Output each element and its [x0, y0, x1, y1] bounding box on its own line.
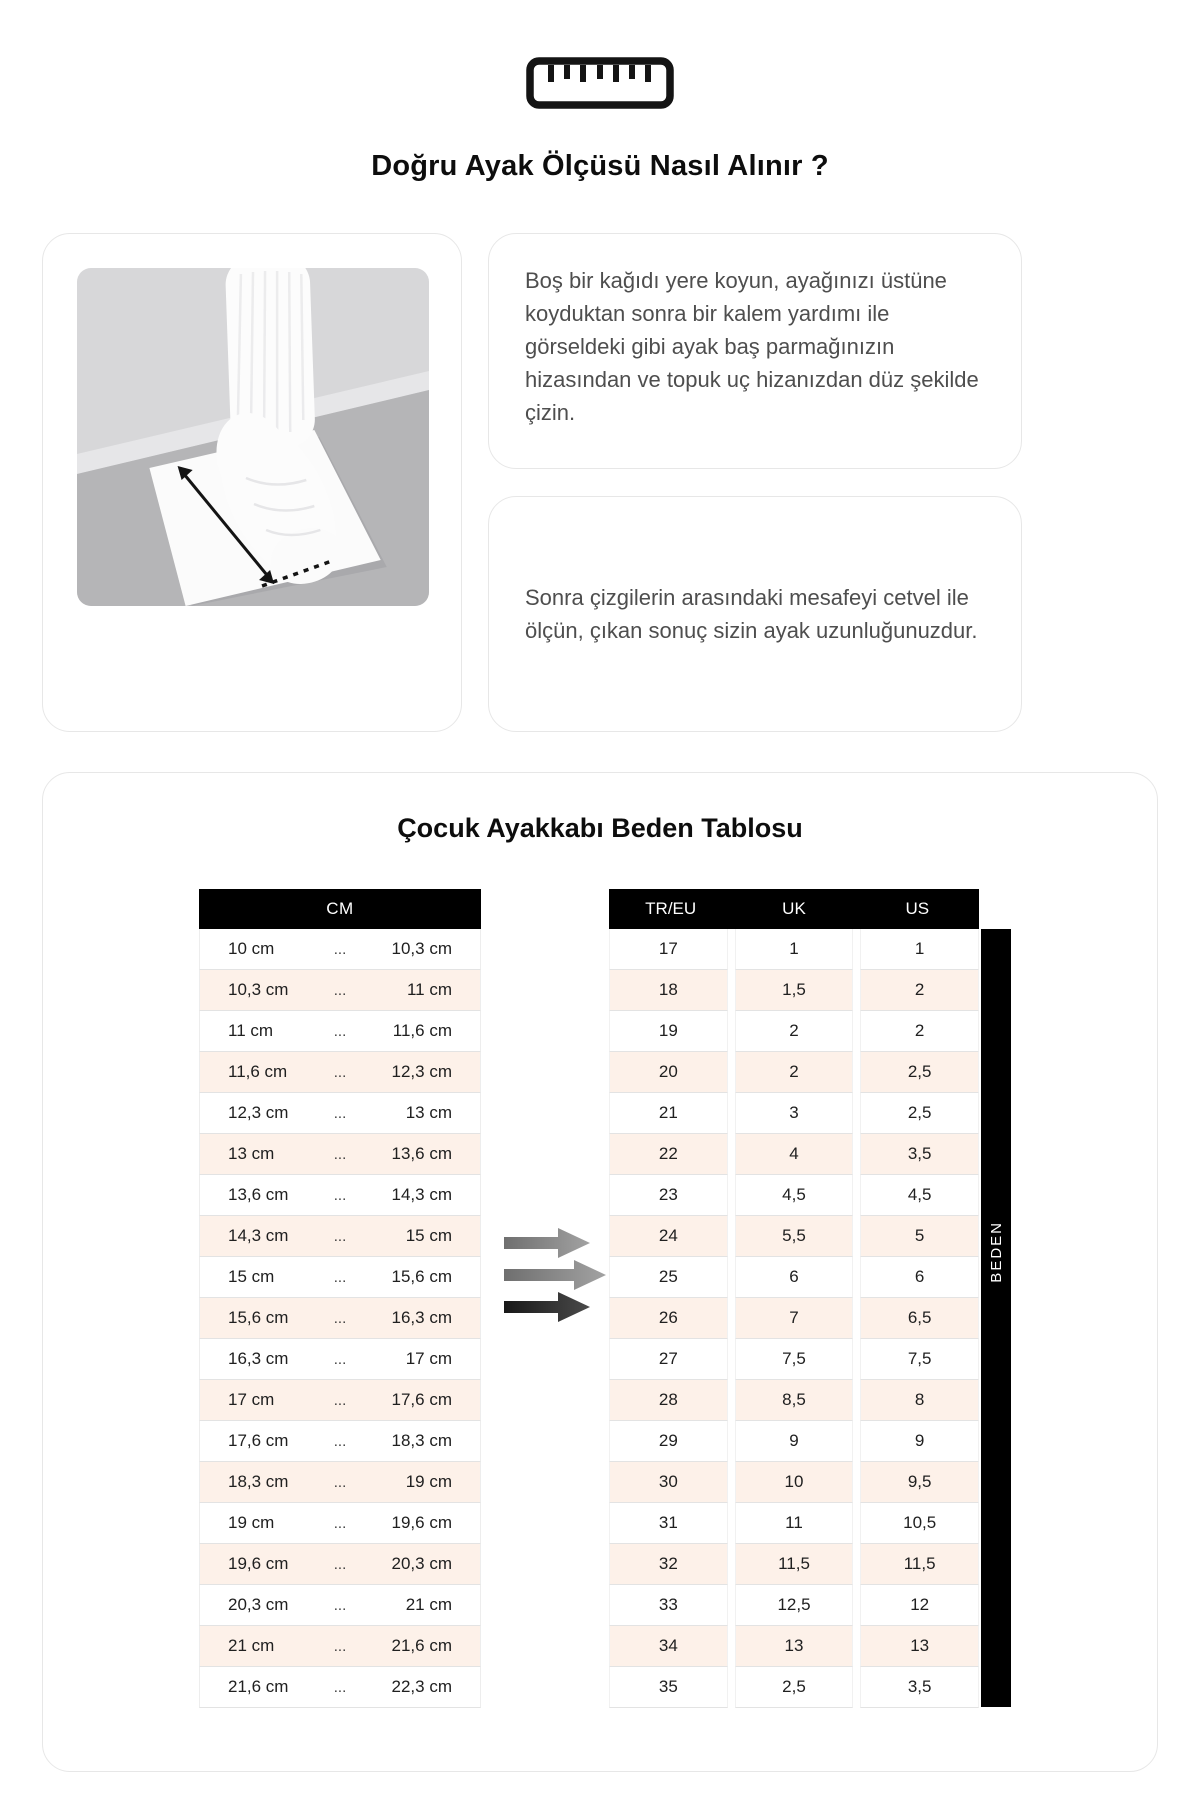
- size-table-cell: 8: [860, 1380, 979, 1421]
- size-table-cell: 7,5: [735, 1339, 854, 1380]
- size-table-cell: 1: [860, 929, 979, 970]
- instruction-card-2: [488, 496, 1022, 732]
- size-table-cell: 11,5: [735, 1544, 854, 1585]
- beden-label: BEDEN: [987, 1221, 1005, 1283]
- cm-cell: ...: [333, 1104, 347, 1122]
- cm-cell: ...: [333, 1432, 347, 1450]
- cm-cell: 14,3 cm: [391, 1185, 452, 1204]
- size-table-cell: 3,5: [860, 1667, 979, 1708]
- size-table-cell: 27: [609, 1339, 728, 1380]
- size-table-row: [609, 1585, 979, 1626]
- size-table-cell: 10: [735, 1462, 854, 1503]
- cm-cell: 13,6 cm: [391, 1144, 452, 1163]
- cm-cell: ...: [333, 1678, 347, 1696]
- right-arrow-icon: [504, 1292, 590, 1322]
- size-table-row: [609, 1503, 979, 1544]
- size-table-cell: 2: [735, 1011, 854, 1052]
- size-conversion-table: [609, 889, 979, 1708]
- size-table-cell: 4,5: [860, 1175, 979, 1216]
- cm-cell: 19,6 cm: [391, 1513, 452, 1532]
- beden-vertical-bar: [981, 929, 1011, 1707]
- cm-cell: 10 cm: [228, 939, 275, 958]
- page-title: Doğru Ayak Ölçüsü Nasıl Alınır ?: [371, 150, 829, 182]
- size-table-cell: 23: [609, 1175, 728, 1216]
- cm-cell: ...: [333, 1227, 347, 1245]
- size-table-cell: 12,5: [735, 1585, 854, 1626]
- cm-cell: ...: [333, 1596, 347, 1614]
- size-table-title: Çocuk Ayakkabı Beden Tablosu: [397, 813, 803, 843]
- size-table-cell: 17: [609, 929, 728, 970]
- cm-cell: ...: [333, 1514, 347, 1532]
- instruction-text-1: Boş bir kağıdı yere koyun, ayağınızı üstüne koyduktan sonra bir kalem yardımı ile görseldeki gibi ayak baş parmağınızın hizasından ve topuk uç hizanızdan düz şekilde çizin.: [525, 268, 979, 425]
- size-table-cell: 13: [735, 1626, 854, 1667]
- size-table-row: [609, 1052, 979, 1093]
- size-table-cell: 1: [735, 929, 854, 970]
- size-table-cell: 19: [609, 1011, 728, 1052]
- cm-cell: 15,6 cm: [228, 1308, 289, 1327]
- cm-table: [199, 889, 481, 1708]
- size-table-cell: 5: [860, 1216, 979, 1257]
- cm-table-row: [199, 1298, 481, 1339]
- size-table-row: [609, 1339, 979, 1380]
- cm-cell: 17 cm: [405, 1349, 452, 1368]
- cm-cell: 10,3 cm: [391, 939, 452, 958]
- size-table-cell: 2: [735, 1052, 854, 1093]
- size-table-cell: 6: [860, 1257, 979, 1298]
- cm-cell: ...: [333, 1350, 347, 1368]
- size-table-cell: 31: [609, 1503, 728, 1544]
- right-arrow-icon: [504, 1260, 606, 1290]
- cm-table-row: [199, 1667, 481, 1708]
- cm-table-row: [199, 1585, 481, 1626]
- size-table-cell: 2,5: [860, 1093, 979, 1134]
- size-table-cell: 9: [860, 1421, 979, 1462]
- cm-table-row: [199, 1380, 481, 1421]
- cm-table-body: [199, 929, 481, 1708]
- cm-cell: 22,3 cm: [391, 1677, 452, 1696]
- cm-cell: 18,3 cm: [391, 1431, 452, 1450]
- measurement-photo-card: [42, 233, 462, 732]
- size-table-cell: 30: [609, 1462, 728, 1503]
- cm-cell: 20,3 cm: [228, 1595, 289, 1614]
- size-table-cell: 4: [735, 1134, 854, 1175]
- cm-cell: 19,6 cm: [228, 1554, 289, 1573]
- size-table-cell: 6,5: [860, 1298, 979, 1339]
- size-table-row: [609, 1462, 979, 1503]
- size-table-cell: 28: [609, 1380, 728, 1421]
- size-table-cell: 2: [860, 1011, 979, 1052]
- cm-table-row: [199, 970, 481, 1011]
- cm-cell: 17,6 cm: [228, 1431, 289, 1450]
- size-table-row: [609, 1257, 979, 1298]
- size-table-cell: 34: [609, 1626, 728, 1667]
- size-table-body: [609, 929, 979, 1708]
- size-table-card: [42, 772, 1158, 1772]
- size-table-cell: 11,5: [860, 1544, 979, 1585]
- foot-measurement-photo: [77, 268, 429, 606]
- size-table-cell: 24: [609, 1216, 728, 1257]
- cm-table-row: [199, 1175, 481, 1216]
- size-table-cell: 9: [735, 1421, 854, 1462]
- cm-cell: 14,3 cm: [228, 1226, 289, 1245]
- cm-cell: 17,6 cm: [391, 1390, 452, 1409]
- cm-cell: 19 cm: [405, 1472, 452, 1491]
- size-table-cell: 4,5: [735, 1175, 854, 1216]
- size-table-cell: 2,5: [735, 1667, 854, 1708]
- instructions-row: [42, 233, 1158, 732]
- cm-cell: ...: [333, 981, 347, 999]
- cm-cell: ...: [333, 1637, 347, 1655]
- cm-cell: ...: [333, 1063, 347, 1081]
- cm-cell: 13 cm: [228, 1144, 275, 1163]
- cm-cell: 21 cm: [228, 1636, 275, 1655]
- size-table-row: [609, 1011, 979, 1052]
- cm-table-row: [199, 929, 481, 970]
- cm-cell: ...: [333, 1473, 347, 1491]
- cm-table-row: [199, 1421, 481, 1462]
- instruction-text-2: Sonra çizgilerin arasındaki mesafeyi cetvel ile ölçün, çıkan sonuç sizin ayak uzunluğunuzdur.: [525, 585, 978, 643]
- cm-cell: 16,3 cm: [391, 1308, 452, 1327]
- size-table-cell: 2: [860, 970, 979, 1011]
- cm-cell: 10,3 cm: [228, 980, 289, 999]
- cm-cell: 12,3 cm: [228, 1103, 289, 1122]
- size-table-cell: 32: [609, 1544, 728, 1585]
- cm-cell: 11,6 cm: [392, 1021, 452, 1040]
- cm-cell: 20,3 cm: [391, 1554, 452, 1573]
- instruction-cards-column: [488, 233, 1022, 732]
- cm-cell: 13,6 cm: [228, 1185, 289, 1204]
- cm-cell: 15,6 cm: [391, 1267, 452, 1286]
- cm-cell: ...: [333, 940, 347, 958]
- cm-cell: 16,3 cm: [228, 1349, 289, 1368]
- triple-right-arrows-icon: [504, 1228, 608, 1322]
- size-table-cell: 2,5: [860, 1052, 979, 1093]
- size-table-header-cell: US: [905, 899, 930, 918]
- cm-cell: 21,6 cm: [391, 1636, 452, 1655]
- cm-cell: ...: [333, 1022, 347, 1040]
- size-table-cell: 3: [735, 1093, 854, 1134]
- size-table-row: [609, 1380, 979, 1421]
- cm-table-row: [199, 1626, 481, 1667]
- size-table-cell: 3,5: [860, 1134, 979, 1175]
- size-table-cell: 7,5: [860, 1339, 979, 1380]
- size-table-cell: 6: [735, 1257, 854, 1298]
- cm-cell: 21,6 cm: [228, 1677, 289, 1696]
- size-table-row: [609, 929, 979, 970]
- size-table-row: [609, 1421, 979, 1462]
- size-table-cell: 10,5: [860, 1503, 979, 1544]
- cm-cell: 11,6 cm: [228, 1062, 288, 1081]
- size-table-row: [609, 1298, 979, 1339]
- size-table-cell: 18: [609, 970, 728, 1011]
- cm-cell: ...: [333, 1309, 347, 1327]
- cm-table-row: [199, 1052, 481, 1093]
- size-table-cell: 22: [609, 1134, 728, 1175]
- cm-table-row: [199, 1134, 481, 1175]
- size-table-row: [609, 970, 979, 1011]
- size-table-row: [609, 1134, 979, 1175]
- cm-table-row: [199, 1257, 481, 1298]
- size-table-cell: 9,5: [860, 1462, 979, 1503]
- cm-cell: ...: [333, 1391, 347, 1409]
- cm-cell: 19 cm: [228, 1513, 275, 1532]
- header-icon-wrap: [0, 0, 1200, 110]
- cm-cell: 13 cm: [405, 1103, 452, 1122]
- size-table-cell: 21: [609, 1093, 728, 1134]
- cm-cell: 15 cm: [228, 1267, 275, 1286]
- size-table-cell: 29: [609, 1421, 728, 1462]
- cm-cell: 11 cm: [228, 1021, 274, 1040]
- size-table-cell: 20: [609, 1052, 728, 1093]
- size-table-row: [609, 1216, 979, 1257]
- cm-cell: ...: [333, 1555, 347, 1573]
- size-table-cell: 1,5: [735, 970, 854, 1011]
- size-table-cell: 26: [609, 1298, 728, 1339]
- cm-table-header: CM: [199, 889, 481, 929]
- cm-table-row: [199, 1544, 481, 1585]
- cm-cell: ...: [333, 1145, 347, 1163]
- cm-table-row: [199, 1503, 481, 1544]
- size-table-cell: 33: [609, 1585, 728, 1626]
- size-table-header-row: [609, 889, 979, 929]
- size-table-header-cell: UK: [782, 899, 806, 918]
- size-table-cell: 5,5: [735, 1216, 854, 1257]
- cm-cell: 21 cm: [405, 1595, 452, 1614]
- cm-cell: 12,3 cm: [391, 1062, 452, 1081]
- size-table-cell: 25: [609, 1257, 728, 1298]
- cm-cell: ...: [333, 1268, 347, 1286]
- size-table-row: [609, 1544, 979, 1585]
- cm-table-row: [199, 1093, 481, 1134]
- size-table-row: [609, 1175, 979, 1216]
- size-table-row: [609, 1667, 979, 1708]
- size-table-cell: 11: [735, 1503, 854, 1544]
- size-table-cell: 13: [860, 1626, 979, 1667]
- cm-table-row: [199, 1339, 481, 1380]
- cm-cell: 11 cm: [406, 980, 452, 999]
- size-table-cell: 12: [860, 1585, 979, 1626]
- size-table-row: [609, 1626, 979, 1667]
- cm-table-row: [199, 1216, 481, 1257]
- cm-table-row: [199, 1462, 481, 1503]
- size-table-header-cell: TR/EU: [645, 899, 697, 918]
- instruction-card-1: [488, 233, 1022, 469]
- cm-cell: 17 cm: [228, 1390, 275, 1409]
- right-arrow-icon: [504, 1228, 590, 1258]
- size-table-cell: 8,5: [735, 1380, 854, 1421]
- size-tables-area: [43, 889, 1159, 1711]
- size-table-cell: 7: [735, 1298, 854, 1339]
- size-table-row: [609, 1093, 979, 1134]
- cm-cell: ...: [333, 1186, 347, 1204]
- cm-table-row: [199, 1011, 481, 1052]
- ruler-icon: [525, 56, 675, 110]
- size-table-cell: 35: [609, 1667, 728, 1708]
- cm-cell: 18,3 cm: [228, 1472, 289, 1491]
- cm-cell: 15 cm: [405, 1226, 452, 1245]
